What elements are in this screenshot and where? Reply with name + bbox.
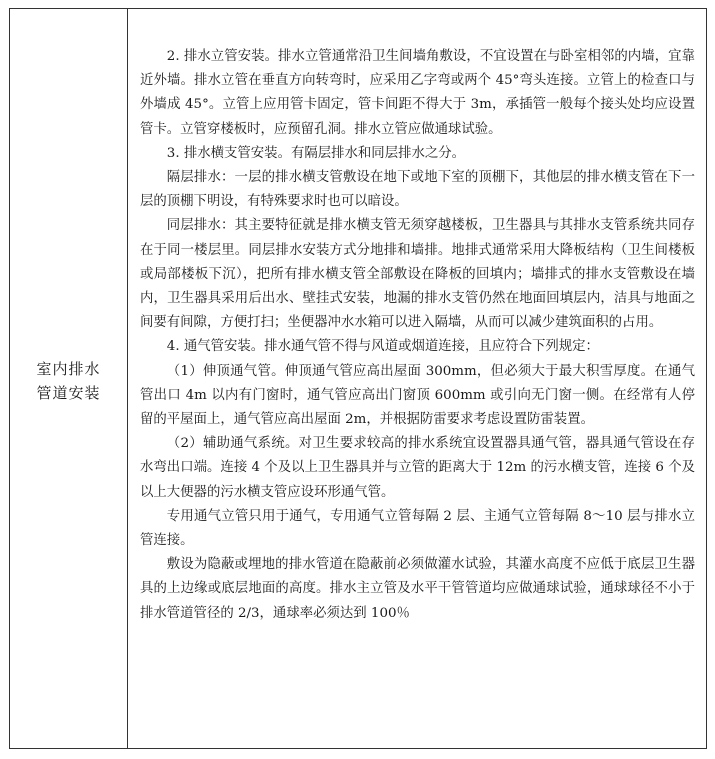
paragraph-branch-intro: 3. 排水横支管安装。有隔层排水和同层排水之分。 — [166, 145, 466, 161]
row-content-cell — [128, 9, 706, 748]
paragraph-dedicated-vent: 专用通气立管只用于通气，专用通气立管每隔 2 层、主通气立管每隔 8～10 层与排水立管连接。 — [140, 508, 695, 549]
paragraph-auxiliary-vent: （2）辅助通气系统。对卫生要求较高的排水系统宜设置器具通气管，器具通气管设在存水弯出口端。连接 4 个及以上卫生器具并与立管的距离大于 12m 的污水横支管，连接 6 个及以上大便器的污水横支管应设环形通气管。 — [140, 436, 695, 500]
spec-table — [9, 8, 707, 749]
row-label-cell — [10, 9, 128, 748]
paragraph-floor-separated: 隔层排水：一层的排水横支管敷设在地下或地下室的顶棚下，其他层的排水横支管在下一层的顶棚下明设，有特殊要求时也可以暗设。 — [140, 170, 695, 210]
paragraph-testing: 敷设为隐蔽或埋地的排水管道在隐蔽前必须做灌水试验，其灌水高度不应低于底层卫生器具的上边缘或底层地面的高度。排水主立管及水平干管管道均应做通球试验，通球球径不小于排水管道管径的 2/3，通球率必须达到 100％ — [140, 557, 695, 621]
row-label: 室内排水管道安装 — [36, 360, 101, 402]
paragraph-vent-intro: 4. 通气管安装。排水通气管不得与风道或烟道连接，且应符合下列规定： — [166, 339, 599, 355]
paragraph-standpipe: 2. 排水立管安装。排水立管通常沿卫生间墙角敷设，不宜设置在与卧室相邻的内墙，宜靠近外墙。排水立管在垂直方向转弯时，应采用乙字弯或两个 45°弯头连接。立管上的检查口与外墙成 45°。立管上应用管卡固定，管卡间距不得大于 3m，承插管一般每个接头处均应设置管卡。立管穿楼板时，应预留孔洞。排水立管应做通球试验。 — [140, 49, 695, 137]
paragraph-top-vent: （1）伸顶通气管。伸顶通气管应高出屋面 300mm，但必须大于最大积雪厚度。在通气管出口 4m 以内有门窗时，通气管应高出门窗顶 600mm 或引向无门窗一侧。在经常有人停留的平屋面上，通气管应高出屋面 2m，并根据防雷要求考虑设置防雷装置。 — [140, 363, 695, 428]
paragraph-same-floor: 同层排水：其主要特征就是排水横支管无须穿越楼板，卫生器具与其排水支管系统共同存在于同一楼层里。同层排水安装方式分地排和墙排。地排式通常采用大降板结构（卫生间楼板或局部楼板下沉），把所有排水横支管全部敷设在降板的回填内；墙排式的排水支管敷设在墙内，卫生器具采用后出水、壁挂式安装，地漏的排水支管仍然在地面回填层内，洁具与地面之间要有间隙，方便打扫；坐便器冲水水箱可以进入隔墙，从而可以减少建筑面积的占用。 — [140, 218, 695, 331]
